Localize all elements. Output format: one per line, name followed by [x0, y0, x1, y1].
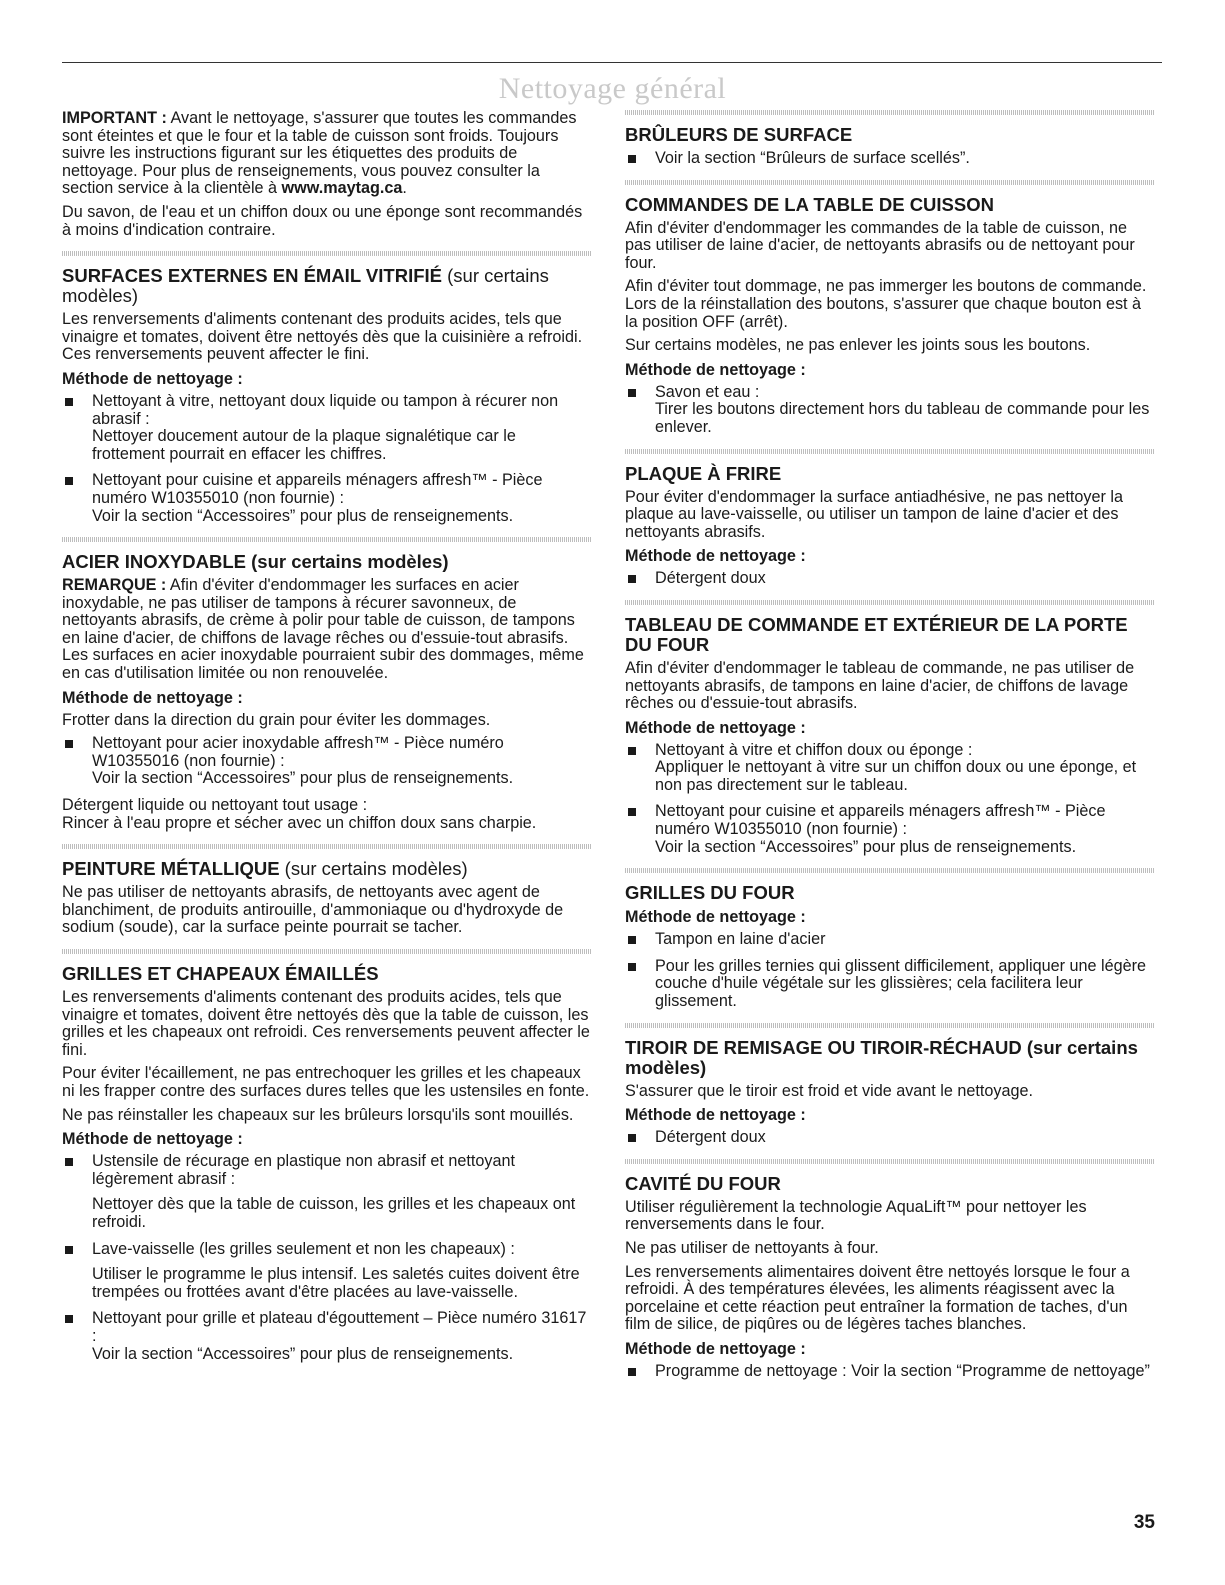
- paragraph: S'assurer que le tiroir est froid et vide avant le nettoyage.: [625, 1081, 1033, 1100]
- paragraph: Les renversements d'aliments contenant des produits acides, tels que vinaigre et tomates, doivent être nettoyés dès que la cuisinière a refroidi. Ces renversements peuvent affecter le fini.: [62, 310, 583, 364]
- paragraph: Utiliser régulièrement la technologie AquaLift™ pour nettoyer les renversements dans le four.: [625, 1197, 1087, 1234]
- section-heading-enamel: SURFACES EXTERNES EN ÉMAIL VITRIFIÉ (sur certains modèles): [62, 265, 549, 307]
- paragraph: Frotter dans la direction du grain pour éviter les dommages.: [62, 710, 491, 729]
- method-heading: Méthode de nettoyage :: [625, 547, 806, 566]
- paragraph: Les renversements alimentaires doivent être nettoyés lorsque le four a refroidi. À des températures élevées, les aliments réagissent avec la porcelaine et cette réaction peut entraîner la formation de taches, d'un film de silice, de piqûres ou de légères taches blanches.: [625, 1262, 1130, 1334]
- section-heading-cooktop-controls: COMMANDES DE LA TABLE DE CUISSON: [625, 193, 994, 215]
- list-item: Nettoyant pour cuisine et appareils ménagers affresh™ - Pièce numéro W10355010 (non fournie) : Voir la section “Accessoires” pour plus de renseignements.: [625, 803, 1155, 856]
- list-item: Lave-vaisselle (les grilles seulement et non les chapeaux) : Utiliser le programme le plus intensif. Les saletés cuites doivent être trempées ou frottées avant d'être placées au lave-vaisselle.: [62, 1241, 592, 1302]
- list-item: Nettoyant pour cuisine et appareils ménagers affresh™ - Pièce numéro W10355010 (non fournie) : Voir la section “Accessoires” pour plus de renseignements.: [62, 472, 592, 525]
- paragraph: Ne pas réinstaller les chapeaux sur les brûleurs lorsqu'ils sont mouillés.: [62, 1105, 574, 1124]
- paragraph: Afin d'éviter d'endommager les commandes de la table de cuisson, ne pas utiliser de laine d'acier, de nettoyants abrasifs ou de nettoyant pour four.: [625, 218, 1135, 272]
- list-item: Nettoyant à vitre, nettoyant doux liquide ou tampon à récurer non abrasif : Nettoyer doucement autour de la plaque signalétique car le frottement pourrait en effacer les chiffres.: [62, 393, 592, 463]
- list-item: Tampon en laine d'acier: [625, 931, 1155, 949]
- method-heading: Méthode de nettoyage :: [62, 688, 243, 707]
- method-list: [625, 931, 1155, 1010]
- website-link[interactable]: www.maytag.ca: [281, 179, 403, 198]
- paragraph: Les renversements d'aliments contenant des produits acides, tels que vinaigre et tomates, doivent être nettoyés dès que la table de cuisson, les grilles et les chapeaux ont refroidi. Ces renversements peuvent affecter le fini.: [62, 988, 590, 1059]
- method-list: [625, 150, 1155, 168]
- paragraph: Sur certains modèles, ne pas enlever les joints sous les boutons.: [625, 336, 1091, 355]
- right-column: [625, 110, 1155, 1390]
- paragraph: Afin d'éviter d'endommager le tableau de commande, ne pas utiliser de nettoyants abrasifs, de tampons en laine d'acier, de chiffons de lavage rêches ou d'essuie-tout abrasifs.: [625, 658, 1135, 713]
- list-item: Programme de nettoyage : Voir la section “Programme de nettoyage”: [625, 1363, 1155, 1381]
- section-heading-metallic-paint: PEINTURE MÉTALLIQUE (sur certains modèles): [62, 858, 468, 880]
- method-list: [62, 735, 592, 788]
- section-divider: [625, 600, 1155, 605]
- header-rule: [62, 62, 1162, 63]
- intro-important: [62, 110, 592, 198]
- section-divider: [625, 180, 1155, 185]
- method-list: [625, 570, 1155, 588]
- method-list: [625, 1129, 1155, 1147]
- list-item: Pour les grilles ternies qui glissent difficilement, appliquer une légère couche d'huile végétale sur les glissières; cela facilitera leur glissement.: [625, 958, 1155, 1011]
- important-label: IMPORTANT :: [62, 109, 167, 127]
- important-end: .: [402, 179, 407, 198]
- list-item: Détergent doux: [625, 570, 1155, 588]
- section-heading-drawer: TIROIR DE REMISAGE OU TIROIR-RÉCHAUD (sur certains modèles): [625, 1036, 1138, 1078]
- left-column: [62, 110, 592, 1372]
- list-item: Voir la section “Brûleurs de surface scellés”.: [625, 150, 1155, 168]
- intro-soap: Du savon, de l'eau et un chiffon doux ou une éponge sont recommandés à moins d'indication contraire.: [62, 202, 583, 239]
- page-title: Nettoyage général: [498, 72, 727, 105]
- paragraph: Ne pas utiliser de nettoyants à four.: [625, 1239, 879, 1257]
- list-item: Détergent doux: [625, 1129, 1155, 1147]
- list-item: Savon et eau : Tirer les boutons directement hors du tableau de commande pour les enlever.: [625, 384, 1155, 437]
- section-divider: [62, 251, 592, 256]
- section-heading-burners: BRÛLEURS DE SURFACE: [625, 124, 853, 145]
- method-heading: Méthode de nettoyage :: [625, 1106, 806, 1125]
- method-heading: Méthode de nettoyage :: [625, 718, 806, 737]
- section-heading-grates: GRILLES ET CHAPEAUX ÉMAILLÉS: [62, 963, 379, 984]
- section-heading-oven-racks: GRILLES DU FOUR: [625, 882, 795, 904]
- section-divider: [625, 1159, 1155, 1164]
- method-list: [62, 1153, 592, 1363]
- method-list: [62, 393, 592, 525]
- method-heading: Méthode de nettoyage :: [62, 1130, 243, 1149]
- list-item: Ustensile de récurage en plastique non abrasif et nettoyant légèrement abrasif : Nettoyer dès que la table de cuisson, les grilles et les chapeaux ont refroidi.: [62, 1153, 592, 1231]
- list-item: Nettoyant pour grille et plateau d'égouttement – Pièce numéro 31617 : Voir la section “Accessoires” pour plus de renseignements.: [62, 1310, 592, 1363]
- method-heading: Méthode de nettoyage :: [625, 908, 806, 927]
- paragraph: Ne pas utiliser de nettoyants abrasifs, de nettoyants avec agent de blanchiment, de produits antirouille, d'ammoniaque ou d'hydroxyde de sodium (soude), car la surface peinte pourrait se tacher.: [62, 883, 564, 937]
- section-divider: [625, 449, 1155, 454]
- section-divider: [625, 1023, 1155, 1028]
- paragraph: Afin d'éviter tout dommage, ne pas immerger les boutons de commande. Lors de la réinstallation des boutons, s'assurer que chaque bouton est à la position OFF (arrêt).: [625, 277, 1147, 331]
- paragraph: Pour éviter d'endommager la surface antiadhésive, ne pas nettoyer la plaque au lave-vaisselle, ou utiliser un tampon de laine d'acier et des nettoyants abrasifs.: [625, 487, 1123, 541]
- section-heading-griddle: PLAQUE À FRIRE: [625, 462, 782, 484]
- section-heading-control-panel: TABLEAU DE COMMANDE ET EXTÉRIEUR DE LA PORTE DU FOUR: [625, 613, 1128, 655]
- important-text: Avant le nettoyage, s'assurer que toutes les commandes sont éteintes et que le four et la table de cuisson sont froids. Toujours suivre les instructions figurant sur les étiquettes des produits de nettoyage. Pour plus de renseignements, vous pouvez consulter la section service à la clientèle à: [62, 109, 577, 198]
- paragraph: Pour éviter l'écaillement, ne pas entrechoquer les grilles et les chapeaux ni les frapper contre des surfaces dures telles que les ustensiles en fonte.: [62, 1064, 590, 1100]
- paragraph: Détergent liquide ou nettoyant tout usage : Rincer à l'eau propre et sécher avec un chiffon doux sans charpie.: [62, 796, 537, 832]
- list-item: Nettoyant à vitre et chiffon doux ou éponge : Appliquer le nettoyant à vitre sur un chiffon doux ou une éponge, et non pas directement sur le tableau.: [625, 742, 1155, 795]
- section-heading-stainless: ACIER INOXYDABLE (sur certains modèles): [62, 551, 449, 573]
- section-divider: [62, 537, 592, 542]
- section-heading-oven-cavity: CAVITÉ DU FOUR: [625, 1172, 781, 1194]
- section-divider: [625, 868, 1155, 873]
- method-list: [625, 742, 1155, 857]
- method-list: [625, 1363, 1155, 1381]
- section-divider: [62, 949, 592, 954]
- section-divider: [62, 844, 592, 849]
- section-divider: [625, 110, 1155, 115]
- method-list: [625, 384, 1155, 437]
- method-heading: Méthode de nettoyage :: [625, 1339, 806, 1358]
- page-number: 35: [1133, 1512, 1155, 1533]
- method-heading: Méthode de nettoyage :: [625, 360, 806, 379]
- list-item: Nettoyant pour acier inoxydable affresh™ - Pièce numéro W10355016 (non fournie) : Voir la section “Accessoires” pour plus de renseignements.: [62, 735, 592, 788]
- remark-paragraph: REMARQUE : Afin d'éviter d'endommager les surfaces en acier inoxydable, ne pas utiliser de tampons à récurer savonneux, de nettoyants abrasifs, de crème à polir pour table de cuisson, de tampons en laine d'acier, de chiffons de lavage rêches ou d'essuie-tout abrasifs. Les surfaces en acier inoxydable pourraient subir des dommages, même en cas d'utilisation limitée ou non renouvelée.: [62, 576, 584, 683]
- method-heading: Méthode de nettoyage :: [62, 369, 243, 388]
